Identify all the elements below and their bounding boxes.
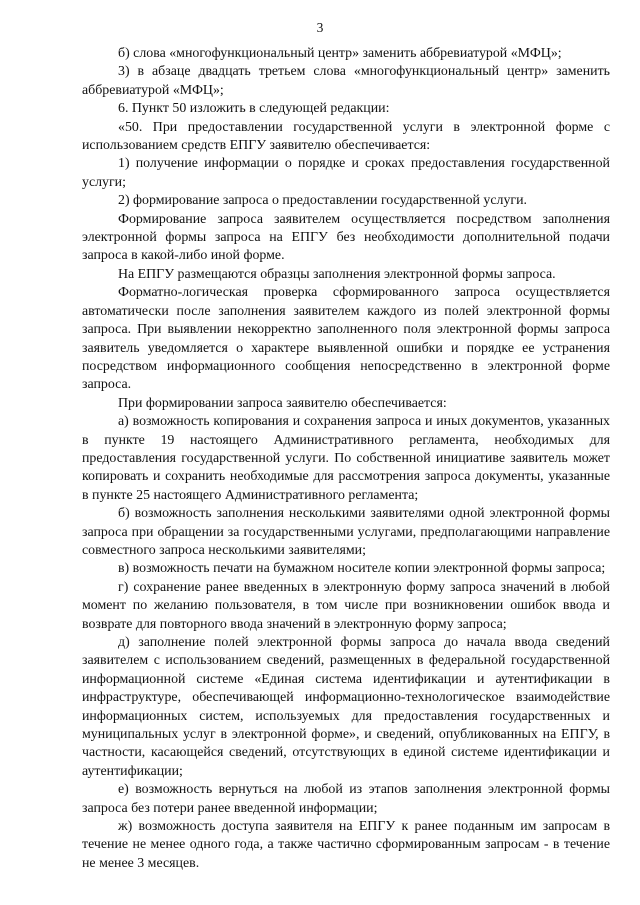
page-number: 3 <box>316 20 324 35</box>
paragraph-item-g: г) сохранение ранее введенных в электронную форму запроса значений в любой момент по желанию пользователя, в том числе при возникновении ошибок ввода и возврате для повторного ввода значений в электронную форму запроса; <box>82 579 610 632</box>
paragraph-item-1: 1) получение информации о порядке и сроках предоставления государственной услуги; <box>82 156 610 190</box>
paragraph-item-a: а) возможность копирования и сохранения запроса и иных документов, указанных в пункте 19 настоящего Административного регламента, необходимых для предоставления государственной услуги. По собственной инициативе заявитель может копировать и сохранить необходимые для рассмотрения запроса документы, указанные в пункте 25 настоящего Административного регламента; <box>82 414 610 503</box>
paragraph-item-e: е) возможность вернуться на любой из этапов заполнения электронной формы запроса без потери ранее введенной информации; <box>82 782 610 816</box>
paragraph-3-abbreviation: 3) в абзаце двадцать третьем слова «многофункциональный центр» заменить аббревиатурой «МФЦ»; <box>82 64 610 98</box>
paragraph-b-abbreviation: б) слова «многофункциональный центр» заменить аббревиатурой «МФЦ»; <box>118 46 562 61</box>
paragraph-item-zh: ж) возможность доступа заявителя на ЕПГУ к ранее поданным им запросам в течение не менее одного года, а также частично сформированным запросам - в течение не менее 3 месяцев. <box>82 819 610 871</box>
document-body <box>82 45 610 873</box>
paragraph-format-check: Форматно-логическая проверка сформированного запроса осуществляется автоматически после заполнения заявителем каждого из полей электронной формы запроса. При выявлении некорректно заполненного поля электронной формы запроса заявитель уведомляется о характере выявленной ошибки и порядке ее устранения посредством информационного сообщения непосредственно в электронной форме запроса. <box>82 285 610 393</box>
paragraph-item-v: в) возможность печати на бумажном носителе копии электронной формы запроса; <box>118 561 606 577</box>
paragraph-samples: На ЕПГУ размещаются образцы заполнения электронной формы запроса. <box>118 266 556 282</box>
paragraph-request-forming: Формирование запроса заявителем осуществляется посредством заполнения электронной формы запроса на ЕПГУ без необходимости дополнительной подачи запроса в какой-либо иной форме. <box>82 211 610 264</box>
paragraph-6-heading: 6. Пункт 50 изложить в следующей редакции: <box>118 101 390 117</box>
paragraph-item-2: 2) формирование запроса о предоставлении государственной услуги. <box>118 193 528 209</box>
paragraph-item-b: б) возможность заполнения несколькими заявителями одной электронной формы запроса при обращении за государственными услугами, предполагающими направление совместного запроса несколькими заявителями; <box>82 506 610 558</box>
paragraph-item-d: д) заполнение полей электронной формы запроса до начала ввода сведений заявителем с использованием сведений, размещенных в федеральной государственной информационной системе «Единая система идентификации и аутентификации в инфраструктуре, обеспечивающей информационно-технологическое взаимодействие информационных систем, используемых для предоставления государственных и муниципальных услуг в электронной форме», и сведений, опубликованных на ЕПГУ, в частности, касающейся сведений, отсутствующих в единой системе идентификации и аутентификации; <box>82 635 610 779</box>
paragraph-50-intro: «50. При предоставлении государственной услуги в электронной форме с использованием средств ЕПГУ заявителю обеспечивается: <box>82 119 610 154</box>
paragraph-provisions-intro: При формировании запроса заявителю обеспечивается: <box>118 395 447 411</box>
